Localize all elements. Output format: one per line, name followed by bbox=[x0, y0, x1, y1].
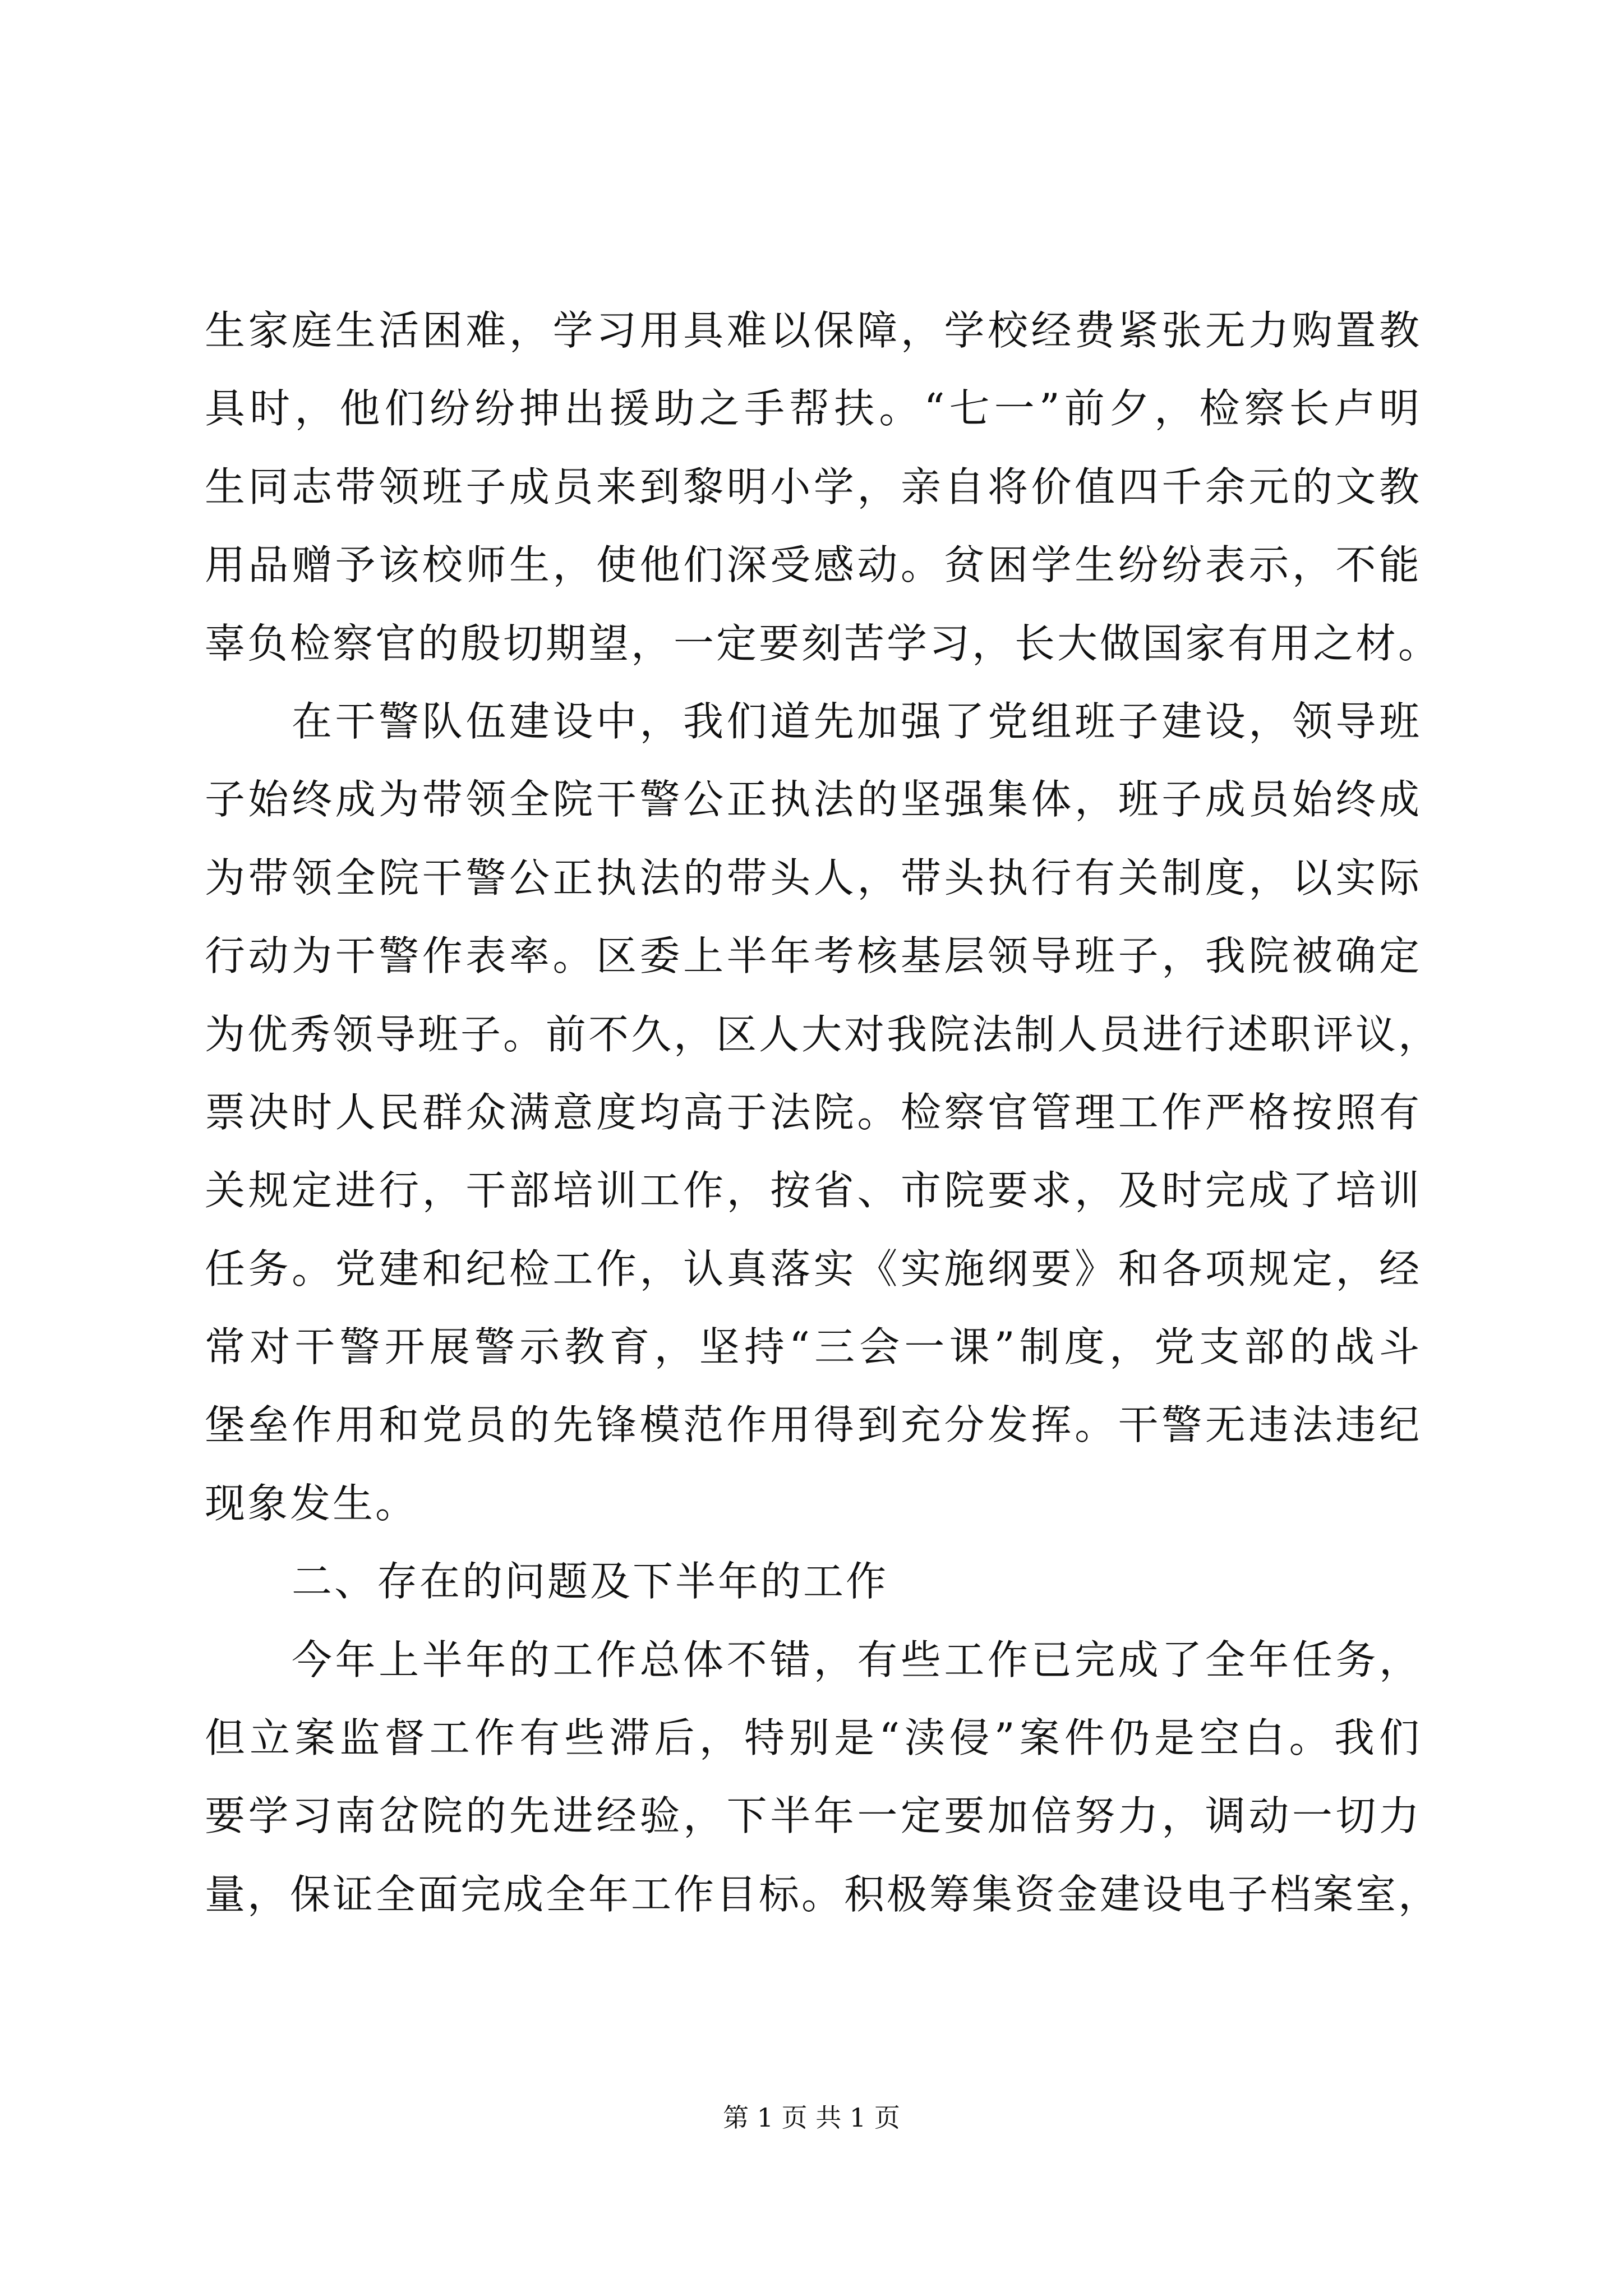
page-number-footer: 第 1 页 共 1 页 bbox=[723, 2102, 900, 2133]
text-line: 常对干警开展警示教育，坚持“三会一课”制度，党支部的战斗 bbox=[205, 1323, 1422, 1371]
text-line: 具时，他们纷纷抻出援助之手帮扶。“七一”前夕，检察长卢明 bbox=[205, 385, 1422, 432]
paragraph-start-line: 今年上半年的工作总体不错，有些工作已完成了全年任务， bbox=[292, 1636, 1422, 1683]
text-line: 为优秀领导班子。前不久，区人大对我院法制人员进行述职评议， bbox=[205, 1010, 1441, 1058]
text-line: 生同志带领班子成员来到黎明小学，亲自将价值四千余元的文教 bbox=[205, 463, 1422, 510]
document-body bbox=[205, 292, 1441, 1934]
text-line: 任务。党建和纪检工作，认真落实《实施纲要》和各项规定，经 bbox=[205, 1245, 1422, 1292]
text-line: 生家庭生活困难，学习用具难以保障，学校经费紧张无力购置教 bbox=[205, 307, 1422, 354]
text-line: 但立案监督工作有些滞后，特别是“渎侵”案件仍是空白。我们 bbox=[205, 1714, 1422, 1762]
section-heading: 二、存在的问题及下半年的工作 bbox=[292, 1558, 889, 1605]
text-line: 关规定进行，干部培训工作，按省、市院要求，及时完成了培训 bbox=[205, 1167, 1422, 1214]
text-line: 票决时人民群众满意度均高于法院。检察官管理工作严格按照有 bbox=[205, 1088, 1422, 1136]
text-line: 要学习南岔院的先进经验，下半年一定要加倍努力，调动一切力 bbox=[205, 1792, 1422, 1840]
text-line: 子始终成为带领全院干警公正执法的坚强集体，班子成员始终成 bbox=[205, 776, 1422, 823]
text-line: 为带领全院干警公正执法的带头人，带头执行有关制度，以实际 bbox=[205, 854, 1422, 901]
paragraph-end-line: 现象发生。 bbox=[205, 1479, 418, 1527]
text-line: 量，保证全面完成全年工作目标。积极筹集资金建设电子档案室， bbox=[205, 1870, 1441, 1918]
text-line: 行动为干警作表率。区委上半年考核基层领导班子，我院被确定 bbox=[205, 932, 1422, 980]
text-line: 用品赠予该校师生，使他们深受感动。贫困学生纷纷表示，不能 bbox=[205, 541, 1422, 589]
text-line: 辜负检察官的殷切期望，一定要刻苦学习，长大做国家有用之材。 bbox=[205, 619, 1441, 667]
text-line: 堡垒作用和党员的先锋模范作用得到充分发挥。干警无违法违纪 bbox=[205, 1401, 1422, 1449]
paragraph-start-line: 在干警队伍建设中，我们道先加强了党组班子建设，领导班 bbox=[292, 697, 1422, 745]
